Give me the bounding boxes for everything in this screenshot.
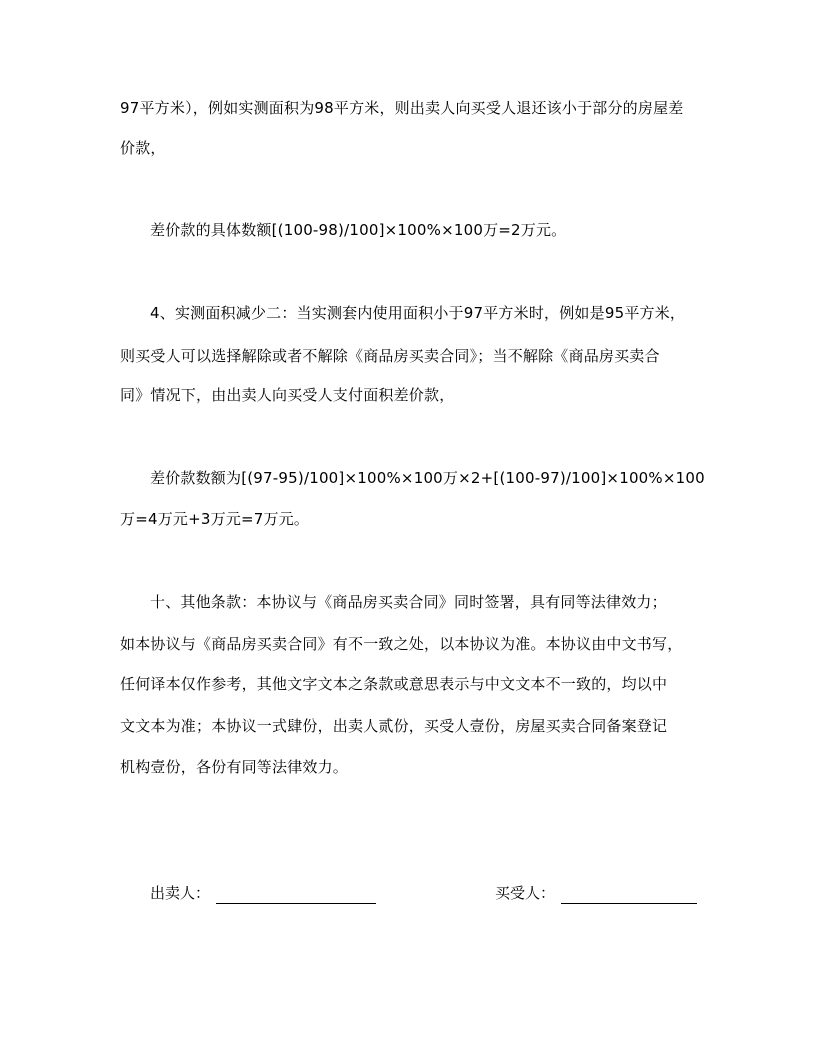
paragraph-5-line-1: 十、其他条款：本协议与《商品房买卖合同》同时签署，具有同等法律效力； xyxy=(150,593,667,611)
paragraph-3-line-1: 4、实测面积减少二：当实测套内使用面积小于97平方米时，例如是95平方米， xyxy=(150,304,686,322)
paragraph-3-line-3: 同》情况下，由出卖人向买受人支付面积差价款， xyxy=(120,386,455,404)
seller-signature-line xyxy=(216,903,376,904)
paragraph-4-line-1: 差价款数额为[(97-95)/100]×100%×100万×2+[(100-97)/100]×100%×100 xyxy=(150,469,705,487)
paragraph-4-line-2: 万=4万元+3万元=7万元。 xyxy=(120,510,310,528)
paragraph-5-line-2: 如本协议与《商品房买卖合同》有不一致之处，以本协议为准。本协议由中文书写， xyxy=(120,635,683,653)
paragraph-5-line-3: 任何译本仅作参考，其他文字文本之条款或意思表示与中文文本不一致的，均以中 xyxy=(120,675,668,693)
paragraph-1-line-2: 价款， xyxy=(120,139,166,157)
paragraph-1-line-1: 97平方米），例如实测面积为98平方米，则出卖人向买受人退还该小于部分的房屋差 xyxy=(120,99,684,117)
buyer-signature-line xyxy=(561,903,697,904)
paragraph-5-line-5: 机构壹份，各份有同等法律效力。 xyxy=(120,758,349,776)
paragraph-3-line-2: 则买受人可以选择解除或者不解除《商品房买卖合同》；当不解除《商品房买卖合 xyxy=(120,347,660,365)
buyer-signature-label: 买受人： xyxy=(495,884,556,902)
seller-signature-label: 出卖人： xyxy=(150,884,211,902)
paragraph-5-line-4: 文文本为准；本协议一式肆份，出卖人贰份，买受人壹份，房屋买卖合同备案登记 xyxy=(120,717,668,735)
paragraph-2-line-1: 差价款的具体数额[(100-98)/100]×100%×100万=2万元。 xyxy=(150,221,567,239)
